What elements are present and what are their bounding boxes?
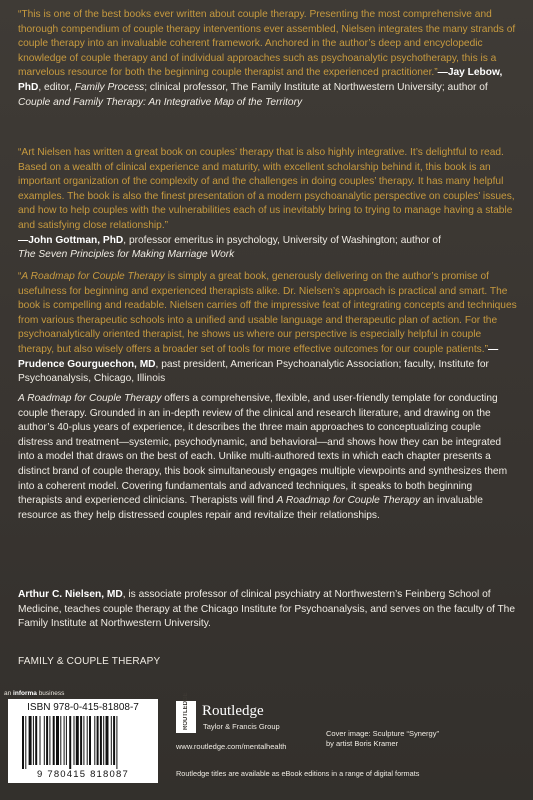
barcode-panel: [8, 699, 158, 783]
description-text-2: an invaluable resource as they help distressed couples repair and revitalize their relationships.: [18, 495, 483, 521]
barcode-icon: [22, 716, 144, 769]
publisher-group: Taylor & Francis Group: [203, 722, 280, 731]
cover-credit-line-2: by artist Boris Kramer: [326, 739, 399, 748]
book-title-ref-2: A Roadmap for Couple Therapy: [276, 495, 421, 507]
book-title-ref: A Roadmap for Couple Therapy: [18, 393, 162, 404]
endorser-affiliation: , professor emeritus in psychology, University of Washington; author of: [123, 234, 441, 246]
cover-image-credit: [326, 729, 496, 749]
endorser-name: —Prudence Gourguechon, MD: [18, 343, 499, 370]
description-text: offers a comprehensive, flexible, and user-friendly template for conducting couple therapy. Grounded in an in-depth review of the clinical and research literature, and drawing on the author’s 40-plus years of experience, it describes the three main approaches to conceptualizing couple distress and treatment—systemic, psychodynamic, and behavioral—and shows how they can be integrated into a model that draws on the best of each. Unlike multi-authored texts in which each chapter presents a distinct brand of couple therapy, this book simultaneously engages multiple viewpoints and synthesizes them into a coherent model. Covering fundamentals and advanced techniques, it speaks to both beginning therapists and experienced clinicians. Therapists will find: [18, 393, 508, 507]
endorsement-lebow: [18, 8, 518, 110]
publisher-name: Routledge: [202, 703, 264, 719]
endorsement-text: “This is one of the best books ever written about couple therapy. Presenting the most comprehensive and thorough compendium of couple therapy interventions ever assembled, Nielsen integrates the many strands of couple therapy into an invaluable coherent framework. Anchored in the author’s deep and encyclopedic knowledge of couple therapy and of individual approaches such as psychoanalytic psychotherapy, this is a marvelous resource for both the beginning couple therapist and the experienced practitioner.”: [18, 9, 516, 79]
informa-business-tag: [4, 690, 64, 697]
endorser-book-title: The Seven Principles for Making Marriage Work: [18, 249, 235, 261]
informa-prefix: an: [4, 690, 14, 697]
endorser-affiliation: , editor,: [38, 81, 75, 93]
endorsement-text: is simply a great book, generously delivering on the author’s promise of usefulness for beginning and experienced therapists alike. Dr. Nielsen’s approach is practical and smart. The book is compelling and readable. Nielsen carries off the impressive feat of integrating concepts and techniques from various therapeutic schools into a unified and usable language and therapeutic plan of action. For the psychoanalytically oriented therapist, he shows us where our perspective is especially helpful in couple therapy, but also wisely offers a broader set of tools for more effective outcomes for our couple patients.”: [18, 271, 517, 355]
endorser-book-title: Couple and Family Therapy: An Integrative Map of the Territory: [18, 96, 303, 108]
endorser-name: —John Gottman, PhD: [18, 234, 124, 246]
author-name: Arthur C. Nielsen, MD: [18, 589, 123, 600]
informa-suffix: business: [36, 690, 65, 697]
publisher-url: www.routledge.com/mentalhealth: [176, 742, 287, 751]
open-quote: “: [18, 271, 22, 282]
informa-brand: informa: [13, 690, 37, 697]
cover-credit-line-1: Cover image: Sculpture “Synergy”: [326, 729, 439, 738]
ebook-note: Routledge titles are available as eBook editions in a range of digital formats: [176, 769, 420, 778]
subject-category: FAMILY & COUPLE THERAPY: [18, 656, 161, 667]
routledge-logo-icon: [176, 692, 196, 733]
endorser-affiliation-2: ; clinical professor, The Family Institute at Northwestern University; author of: [144, 81, 488, 93]
endorsement-gourguechon: [18, 270, 518, 387]
journal-title: Family Process: [74, 81, 145, 93]
barcode-number: 9 780415 818087: [37, 769, 129, 780]
isbn-label: ISBN 978-0-415-81808-7: [27, 702, 139, 713]
endorser-name: —Jay Lebow, PhD: [18, 67, 503, 93]
logo-wordmark: ROUTLEDGE: [183, 692, 189, 730]
endorser-affiliation: , past president, American Psychoanalytic Association; faculty, Institute for Psychoanalysis, Chicago, Illinois: [18, 358, 489, 385]
bio-text: , is associate professor of clinical psychiatry at Northwestern’s Feinberg School of Medicine, teaches couple therapy at the Chicago Institute for Psychoanalysis, and serves on the faculty of The Family Institute at Northwestern University.: [18, 589, 516, 630]
book-title-ref: A Roadmap for Couple Therapy: [21, 271, 165, 282]
endorsement-text: “Art Nielsen has written a great book on couples’ therapy that is also highly integrative. It’s delightful to read. Based on a wealth of clinical experience and maturity, with excellent scholarship behind it, this book is an important organization of the complexity of and the challenges in doing couples’ therapy. It has many helpful examples. The book is also the finest presentation of a modern psychoanalytic perspective on couples’ issues, and how to help couples with the vulnerabilities each of us inevitably bring to trying to manage having a stable and satisfying close relationship.”: [18, 147, 515, 231]
author-bio: [18, 588, 518, 632]
endorsement-gottman: [18, 146, 518, 263]
book-description: [18, 392, 518, 523]
